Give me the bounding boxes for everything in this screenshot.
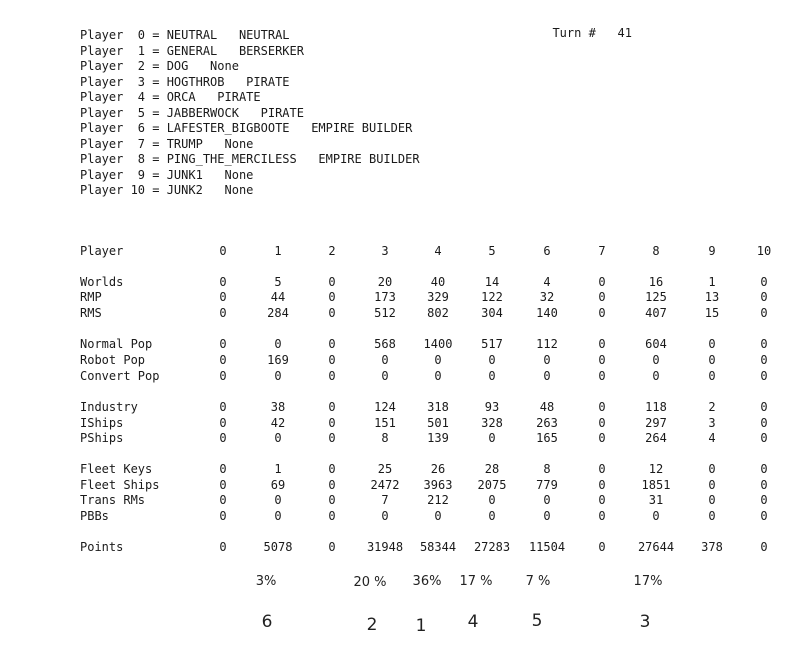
table-cell: 0 [274,369,282,383]
table-header-col: 7 [598,244,606,258]
table-cell: 0 [328,478,336,492]
table-cell: 69 [270,478,286,492]
table-cell: 0 [219,431,227,445]
table-cell: 0 [328,290,336,304]
table-cell: 25 [377,462,393,476]
player-line: Player 6 = LAFESTER_BIGBOOTE EMPIRE BUILDER [80,121,413,135]
table-cell: 0 [760,337,768,351]
table-cell: 0 [708,509,716,523]
table-cell: 0 [543,353,551,367]
table-row-label: Industry [80,400,138,414]
table-cell: 27283 [473,540,511,554]
table-cell: 263 [536,416,558,430]
player-line: Player 9 = JUNK1 None [80,167,254,182]
table-row-label: IShips [80,416,124,430]
table-cell: 44 [270,290,286,304]
table-cell: 604 [645,337,667,351]
table-row-label: RMP [80,290,102,304]
handwritten-rank: 5 [531,611,543,631]
handwritten-percent: 20 % [353,575,387,590]
table-cell: 58344 [419,540,457,554]
player-list [80,28,420,199]
table-cell: 112 [536,337,558,351]
player-line: Player 8 = PING_THE_MERCILESS EMPIRE BUILDER [80,152,420,166]
table-cell: 0 [760,540,768,554]
table-cell: 28 [484,462,500,476]
table-cell: 0 [274,337,282,351]
table-cell: 173 [374,290,396,304]
table-cell: 0 [708,369,716,383]
table-cell: 0 [219,353,227,367]
player-line: Player 4 = ORCA PIRATE [80,90,261,104]
table-cell: 568 [374,337,396,351]
table-cell: 169 [267,353,289,367]
table-header-col: 3 [381,244,389,258]
table-cell: 297 [645,416,667,430]
table-cell: 32 [539,290,555,304]
table-cell: 0 [381,369,389,383]
table-cell: 329 [427,290,449,304]
table-cell: 0 [488,509,496,523]
table-cell: 7 [381,493,389,507]
table-cell: 38 [270,400,286,414]
table-cell: 0 [219,337,227,351]
table-row-label: Trans RMs [80,493,146,507]
table-cell: 0 [434,353,442,367]
table-cell: 5 [274,275,282,289]
table-row-label: Worlds [80,275,124,289]
table-cell: 93 [484,400,500,414]
table-row-label: RMS [80,306,102,320]
table-cell: 151 [374,416,396,430]
table-header-label: Player [80,244,124,258]
table-cell: 0 [708,337,716,351]
table-cell: 11504 [528,540,566,554]
table-cell: 0 [708,493,716,507]
table-cell: 0 [652,509,660,523]
table-cell: 42 [270,416,286,430]
table-header-col: 8 [652,244,660,258]
handwritten-percent: 17 % [459,574,493,589]
table-cell: 0 [328,275,336,289]
table-cell: 0 [219,493,227,507]
table-row-label: Fleet Ships [80,478,160,492]
table-cell: 0 [488,431,496,445]
table-cell: 125 [645,290,667,304]
table-cell: 0 [219,540,227,554]
table-cell: 1851 [641,478,671,492]
table-cell: 0 [328,400,336,414]
handwritten-rank: 1 [415,616,427,636]
table-cell: 2075 [477,478,507,492]
table-cell: 13 [704,290,720,304]
table-cell: 0 [598,290,606,304]
table-cell: 0 [488,369,496,383]
table-cell: 16 [648,275,664,289]
player-line: Player 7 = TRUMP None [80,136,254,151]
table-cell: 3963 [423,478,453,492]
table-header-col: 4 [434,244,442,258]
table-cell: 0 [598,353,606,367]
table-cell: 0 [328,509,336,523]
turn-value: 41 [617,26,632,40]
table-cell: 139 [427,431,449,445]
table-cell: 304 [481,306,503,320]
table-cell: 318 [427,400,449,414]
table-cell: 48 [539,400,555,414]
table-cell: 0 [760,509,768,523]
table-cell: 378 [701,540,723,554]
handwritten-percent: 17% [633,574,663,589]
table-header-col: 5 [488,244,496,258]
table-cell: 0 [760,431,768,445]
table-cell: 40 [430,275,446,289]
table-cell: 0 [328,540,336,554]
table-row-label: Points [80,540,124,554]
table-cell: 407 [645,306,667,320]
table-cell: 0 [760,478,768,492]
handwritten-percent: 36% [412,574,442,589]
handwritten-rank: 4 [467,612,479,632]
table-cell: 3 [708,416,716,430]
table-header-col: 1 [274,244,282,258]
table-cell: 0 [708,353,716,367]
table-cell: 140 [536,306,558,320]
table-cell: 517 [481,337,503,351]
player-line: Player 0 = NEUTRAL NEUTRAL [80,28,290,42]
table-cell: 0 [760,306,768,320]
table-cell: 0 [598,369,606,383]
table-cell: 501 [427,416,449,430]
table-cell: 0 [760,275,768,289]
handwritten-percent: 7 % [525,574,551,589]
table-cell: 0 [760,400,768,414]
table-cell: 31 [648,493,664,507]
table-cell: 0 [274,509,282,523]
table-row-label: Robot Pop [80,353,146,367]
table-cell: 0 [598,509,606,523]
player-line: Player 1 = GENERAL BERSERKER [80,43,304,58]
table-row-label: Fleet Keys [80,462,153,476]
table-cell: 165 [536,431,558,445]
table-cell: 124 [374,400,396,414]
table-cell: 0 [328,369,336,383]
table-cell: 0 [219,290,227,304]
table-cell: 0 [488,493,496,507]
table-cell: 0 [219,369,227,383]
table-cell: 2472 [370,478,400,492]
table-cell: 20 [377,275,393,289]
table-cell: 0 [652,353,660,367]
table-cell: 0 [760,462,768,476]
table-cell: 122 [481,290,503,304]
table-cell: 0 [598,462,606,476]
table-cell: 0 [652,369,660,383]
table-cell: 0 [760,369,768,383]
table-cell: 0 [598,337,606,351]
table-cell: 0 [274,431,282,445]
table-row-label: PBBs [80,509,109,523]
table-cell: 4 [543,275,551,289]
table-cell: 0 [543,493,551,507]
table-cell: 0 [219,306,227,320]
table-cell: 8 [381,431,389,445]
table-cell: 0 [328,462,336,476]
handwritten-percent: 3% [255,574,277,589]
table-cell: 0 [598,416,606,430]
table-cell: 0 [434,369,442,383]
table-cell: 802 [427,306,449,320]
table-cell: 0 [598,540,606,554]
table-cell: 0 [328,493,336,507]
table-cell: 0 [381,353,389,367]
table-cell: 0 [708,462,716,476]
table-cell: 118 [645,400,667,414]
table-cell: 8 [543,462,551,476]
table-cell: 328 [481,416,503,430]
table-cell: 27644 [637,540,675,554]
table-header-col: 2 [328,244,336,258]
table-cell: 0 [219,275,227,289]
table-cell: 0 [328,416,336,430]
table-cell: 0 [760,416,768,430]
table-cell: 12 [648,462,664,476]
table-cell: 0 [760,493,768,507]
player-line: Player 5 = JABBERWOCK PIRATE [80,105,304,120]
table-cell: 5078 [263,540,293,554]
handwritten-rank: 2 [366,615,378,635]
table-cell: 0 [598,431,606,445]
table-header-col: 6 [543,244,551,258]
table-cell: 0 [708,478,716,492]
table-cell: 31948 [366,540,404,554]
table-cell: 0 [328,353,336,367]
handwritten-rank: 3 [639,612,651,632]
table-row-label: Convert Pop [80,369,160,383]
table-cell: 0 [219,509,227,523]
table-cell: 779 [536,478,558,492]
player-line: Player 3 = HOGTHROB PIRATE [80,74,290,89]
table-row-label: Normal Pop [80,337,153,351]
handwritten-rank: 6 [261,612,273,632]
table-cell: 14 [484,275,500,289]
table-cell: 0 [760,290,768,304]
table-cell: 0 [274,493,282,507]
table-cell: 1 [708,275,716,289]
table-cell: 0 [488,353,496,367]
table-cell: 0 [543,369,551,383]
table-cell: 1400 [423,337,453,351]
table-cell: 26 [430,462,446,476]
table-cell: 0 [219,416,227,430]
table-cell: 0 [328,337,336,351]
turn-label: Turn # [552,26,596,40]
table-cell: 0 [598,478,606,492]
player-line: Player 2 = DOG None [80,59,239,73]
table-cell: 4 [708,431,716,445]
table-cell: 2 [708,400,716,414]
table-cell: 0 [598,400,606,414]
table-cell: 264 [645,431,667,445]
turn-indicator [538,12,632,40]
table-cell: 284 [267,306,289,320]
table-header-col: 0 [219,244,227,258]
table-cell: 512 [374,306,396,320]
table-cell: 0 [598,306,606,320]
table-cell: 212 [427,493,449,507]
table-cell: 0 [598,493,606,507]
table-cell: 0 [381,509,389,523]
table-cell: 0 [219,462,227,476]
table-cell: 0 [219,478,227,492]
player-line: Player 10 = JUNK2 None [80,183,254,197]
table-header-col: 9 [708,244,716,258]
table-cell: 0 [598,275,606,289]
table-cell: 0 [760,353,768,367]
table-cell: 1 [274,462,282,476]
table-cell: 0 [328,306,336,320]
table-header-col: 10 [756,244,772,258]
table-cell: 0 [543,509,551,523]
table-cell: 0 [219,400,227,414]
table-row-label: PShips [80,431,124,445]
table-cell: 0 [328,431,336,445]
table-cell: 15 [704,306,720,320]
table-cell: 0 [434,509,442,523]
